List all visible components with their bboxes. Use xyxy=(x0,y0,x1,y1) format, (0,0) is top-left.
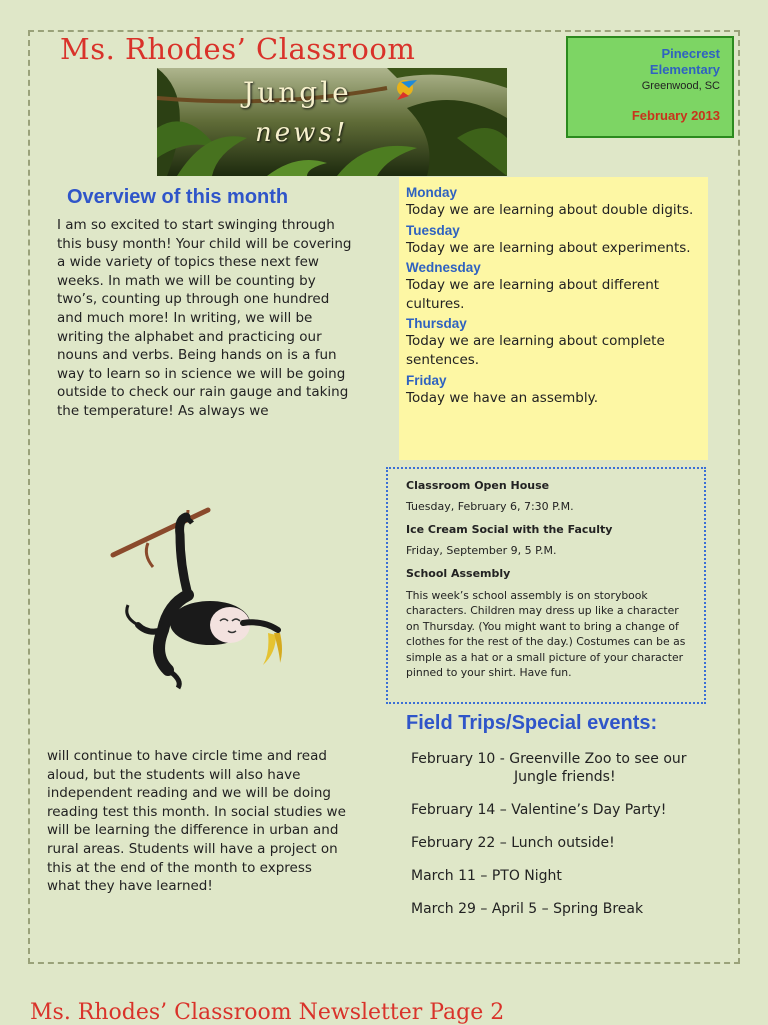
trip-line-continued: Jungle friends! xyxy=(514,769,616,785)
event-detail-open-house: Tuesday, February 6, 7:30 P.M. xyxy=(406,500,574,513)
day-text-tuesday: Today we are learning about experiments. xyxy=(406,239,691,256)
day-label-thursday: Thursday xyxy=(406,316,467,332)
day-text-monday: Today we are learning about double digits. xyxy=(406,202,694,218)
trip-line: February 10 - Greenville Zoo to see our xyxy=(411,751,687,767)
day-label-monday: Monday xyxy=(406,185,458,200)
school-info-box xyxy=(566,36,734,138)
overview-text-part2: will continue to have circle time and read aloud, but the students will also have independent reading and we will be doing reading test this month. In social studies we will be learning the difference in urban and rural areas. Students will have a project on this at the end of the month to express what they have learned! xyxy=(47,748,346,895)
event-desc-assembly: This week’s school assembly is on storybook characters. Children may dress up like a character on Thursday. (You might want to bring a change of clothes for the rest of the day.) Costumes can be as simple as a hat or a small picture of your character pinned to your shirt. Have fun. xyxy=(406,589,686,680)
jungle-news-banner xyxy=(157,68,507,176)
trip-line: March 11 – PTO Night xyxy=(411,868,562,884)
weekly-schedule-box xyxy=(399,177,708,460)
newsletter-date: February 2013 xyxy=(631,108,720,123)
event-title-assembly: School Assembly xyxy=(406,567,511,580)
list-item xyxy=(411,750,731,786)
overview-text-part1: I am so excited to start swinging through this busy month! Your child will be covering a wide variety of topics these next few weeks. In math we will be counting by two’s, counting up through one hundred and much more! In writing, we will be writing the alphabet and practicing our nouns and verbs. Being hands on is a fun way to learn so in science we will be going outside to check our rain gauge and taking the temperature! As always we xyxy=(57,217,352,419)
trip-line: March 29 – April 5 – Spring Break xyxy=(411,901,644,917)
school-city: Greenwood, SC xyxy=(641,80,720,92)
overview-heading: Overview of this month xyxy=(67,186,289,208)
event-title-ice-cream: Ice Cream Social with the Faculty xyxy=(406,523,613,536)
list-item xyxy=(411,834,731,852)
day-label-wednesday: Wednesday xyxy=(406,260,481,276)
banner-text-news: news! xyxy=(255,118,349,148)
day-label-tuesday: Tuesday xyxy=(406,222,460,238)
day-text-friday: Today we have an assembly. xyxy=(406,389,598,406)
day-text-wednesday: Today we are learning about different cultures. xyxy=(406,277,660,312)
monkey-illustration xyxy=(108,505,300,690)
events-box xyxy=(386,467,706,704)
trip-line: February 22 – Lunch outside! xyxy=(411,835,615,851)
banner-text-jungle: Jungle xyxy=(243,76,352,109)
list-item xyxy=(411,867,731,885)
day-text-thursday: Today we are learning about complete sentences. xyxy=(406,333,665,368)
page-footer: Ms. Rhodes’ Classroom Newsletter Page 2 xyxy=(30,1000,505,1025)
school-name: Pinecrest Elementary xyxy=(649,46,720,77)
page-title: Ms. Rhodes’ Classroom xyxy=(60,32,416,66)
list-item xyxy=(411,801,731,819)
day-label-friday: Friday xyxy=(406,372,447,388)
event-title-open-house: Classroom Open House xyxy=(406,479,550,492)
list-item xyxy=(411,900,731,918)
trip-line: February 14 – Valentine’s Day Party! xyxy=(411,802,667,818)
field-trips-heading: Field Trips/Special events: xyxy=(406,712,658,734)
event-detail-ice-cream: Friday, September 9, 5 P.M. xyxy=(406,544,557,557)
field-trips-list xyxy=(411,750,731,933)
